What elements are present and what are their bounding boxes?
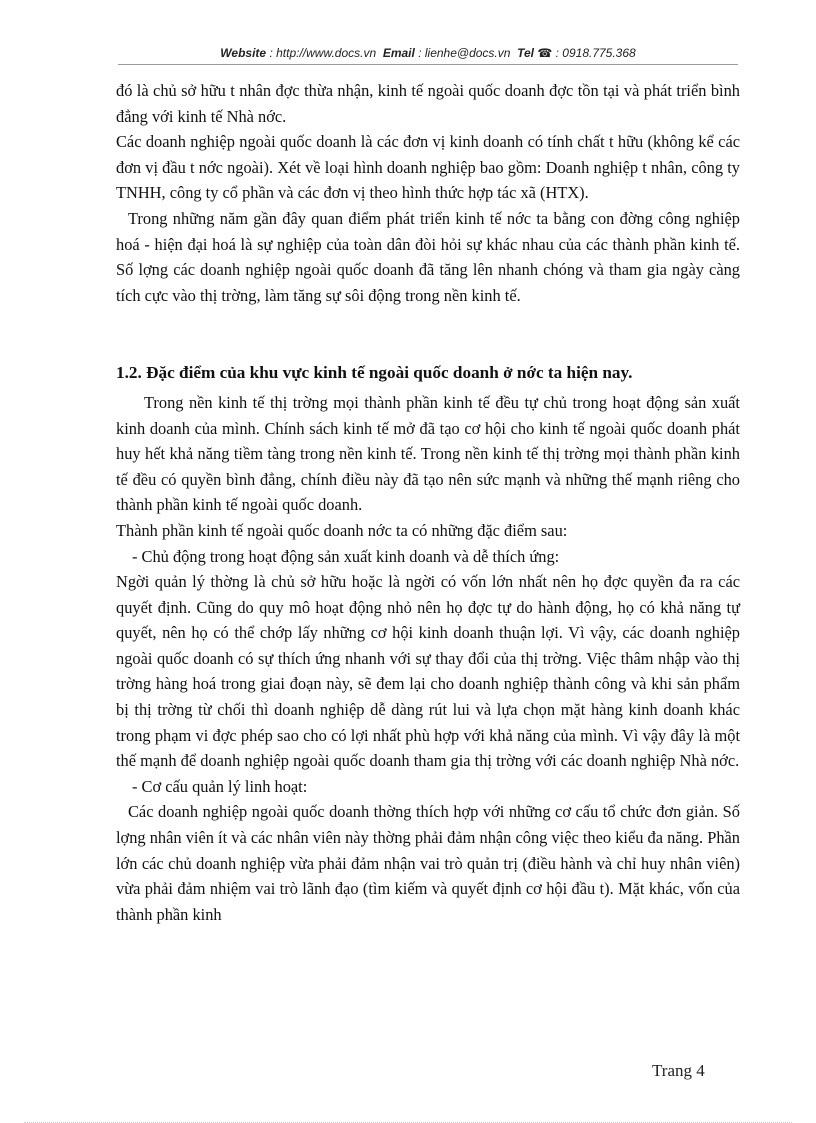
paragraph-org-structure: Các doanh nghiệp ngoài quốc doanh thờng thích hợp với những cơ cấu tổ chức đơn giản. Số lợng nhân viên ít và các nhân viên này thờng phải đảm nhận công việc theo kiểu đa năng. Phần lớn các chủ doanh nghiệp vừa phải đảm nhận vai trò quản trị (điều hành và chỉ huy nhân viên) vừa phải đảm nhiệm vai trò lãnh đạo (tìm kiếm và quyết định cơ hội đầu t). Mặt khác, vốn của thành phần kinh xyxy=(116,802,740,924)
page-number: Trang 4 xyxy=(652,1061,705,1080)
page-header xyxy=(118,46,738,60)
paragraph-market-economy: Trong nền kinh tế thị trờng mọi thành phần kinh tế đều tự chủ trong hoạt động sản xuất kinh doanh của mình. Chính sách kinh tế mở đã tạo cơ hội cho kinh tế ngoài quốc doanh phát huy hết khả năng tiềm tàng trong nền kinh tế. Trong nền kinh tế thị trờng mọi thành phần kinh tế đều có quyền bình đẳng, chính điều này đã tạo nên sức mạnh và những thế mạnh riêng cho thành phần kinh tế ngoài quốc doanh. xyxy=(116,392,740,515)
paragraph-development-view: Trong những năm gần đây quan điểm phát triển kinh tế nớc ta bằng con đờng công nghiệp hoá - hiện đại hoá là sự nghiệp của toàn dân đòi hỏi sự khác nhau của các thành phần kinh tế. Số lợng các doanh nghiệp ngoài quốc doanh đã tăng lên nhanh chóng và tham gia ngày càng tích cực vào thị trờng, làm tăng sự sôi động trong nền kinh tế. xyxy=(116,208,740,305)
document-body xyxy=(116,78,740,927)
bullet-flexible-management: - Cơ cấu quản lý linh hoạt: xyxy=(132,776,308,796)
email-address: : lienhe@docs.vn xyxy=(418,46,511,60)
website-label: Website xyxy=(220,46,267,60)
paragraph-manager-role: Ngời quản lý thờng là chủ sở hữu hoặc là ngời có vốn lớn nhất nên họ đợc quyền đa ra các quyết định. Cũng do quy mô hoạt động nhỏ nên họ đợc tự do hành động, họ có khả năng tự quyết, nên họ có thể chớp lấy những cơ hội kinh doanh thuận lợi. Vì vậy, các doanh nghiệp ngoài quốc doanh có sự thích ứng nhanh với sự thay đổi của thị trờng. Việc thâm nhập vào thị trờng hàng hoá trong giai đoạn này, sẽ đem lại cho doanh nghiệp thành công và khi sản phẩm bị thị trờng từ chối thì doanh nghiệp dễ dàng rút lui và lựa chọn mặt hàng kinh doanh khác trong phạm vi đợc phép sao cho có lợi nhất phù hợp với khả năng của mình. Vì vậy đây là một thế mạnh để doanh nghiệp ngoài quốc doanh tham gia thị trờng với các doanh nghiệp Nhà nớc. xyxy=(116,572,740,771)
header-divider xyxy=(118,64,738,65)
website-url: : http://www.docs.vn xyxy=(269,46,377,60)
paragraph-characteristics-intro: Thành phần kinh tế ngoài quốc doanh nớc ta có những đặc điểm sau: xyxy=(116,520,568,540)
section-heading: 1.2. Đặc điểm của khu vực kinh tế ngoài quốc doanh ở nớc ta hiện nay. xyxy=(116,363,633,383)
paragraph-continuation: đó là chủ sở hữu t nhân đợc thừa nhận, kinh tế ngoài quốc doanh đợc tồn tại và phát triển bình đẳng với kinh tế Nhà nớc. xyxy=(116,81,740,126)
bullet-proactive: - Chủ động trong hoạt động sản xuất kinh doanh và dễ thích ứng: xyxy=(132,546,560,566)
tel-label: Tel ☎ xyxy=(517,46,553,60)
paragraph-enterprise-types: Các doanh nghiệp ngoài quốc doanh là các đơn vị kinh doanh có tính chất t hữu (không kể các đơn vị đầu t nớc ngoài). Xét về loại hình doanh nghiệp bao gồm: Doanh nghiệp t nhân, công ty TNHH, công ty cổ phần và các đơn vị theo hình thức hợp tác xã (HTX). xyxy=(116,132,740,203)
tel-number: : 0918.775.368 xyxy=(555,46,636,60)
email-label: Email xyxy=(382,46,415,60)
